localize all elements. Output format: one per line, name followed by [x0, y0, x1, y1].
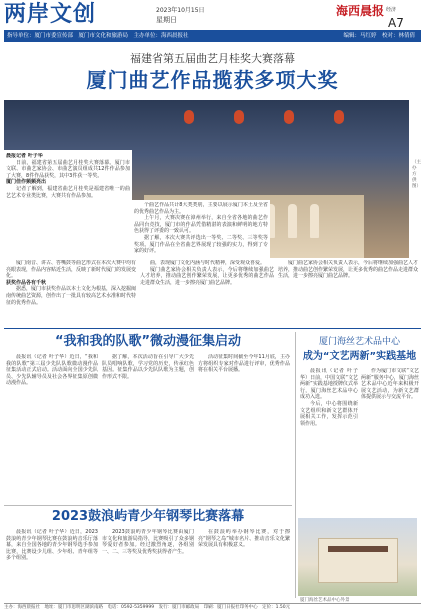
- paragraph: 厦门南音、讲古、答嘴鼓等曲艺形式在本次大赛中均有亮眼表现，作品内容贴近生活，反映了新时代厦门的发展变化。: [6, 260, 136, 280]
- story3-column-3: [198, 529, 290, 599]
- paragraph: 记者了解到，福建省曲艺月桂奖是福建省唯一的曲艺艺术专业类比赛，大赛共有作品参加。: [6, 185, 130, 199]
- story2-column-2: [102, 354, 194, 502]
- paragraph: 晨报讯（记者 叶子华）日前，中国文联“文艺两新”实践基地授牌仪式举行，厦门海丝艺术品中心成功入选。: [300, 368, 358, 401]
- paragraph: 据了解，本次大赛共评选出一等奖、二等奖、三等奖等奖项。厦门作品在全省曲艺界展现了较强的实力，得到了专家的好评。: [134, 234, 268, 255]
- section-title: 两岸文创: [4, 2, 97, 27]
- story4-column-1: [300, 368, 358, 516]
- main-story-column-4: [140, 260, 274, 324]
- paragraph: 曲，表现厦门文化内涵与时代精神，深受观众喜爱。: [150, 260, 266, 266]
- issue-date: 2023年10月15日: [156, 7, 205, 14]
- paragraph: 上午月，大赛决赛在漳州举行，来自全省各地的曲艺作品同台竞技，厦门市的作品凭借精湛的表演和鲜明的地方特色获得了评委的一致认可。: [134, 215, 268, 235]
- page-label: 经济: [386, 7, 397, 13]
- building-roof: [328, 546, 388, 552]
- building-photo: [298, 518, 417, 596]
- main-story-headline: 厦门曲艺作品揽获多项大奖: [86, 68, 339, 92]
- paragraph: 据悉，厦门市获奖作品以本土文化为根基，深入挖掘闽南传统曲艺资源，创作出了一批具有较高艺术水准和时代特征的优秀作品。: [6, 286, 136, 306]
- story3-headline: 2023鼓浪屿青少年钢琴比赛落幕: [51, 509, 245, 524]
- issue-weekday: 星期日: [156, 16, 177, 24]
- story4-headline: 成为“文艺两新”实践基地: [302, 351, 417, 362]
- paragraph: 厦门曲艺家协会相关负责人表示，今后将继续加强曲艺人才培养，推动曲艺创作繁荣发展，让更多优秀的曲艺作品走进群众生活，进一步擦亮厦门曲艺品牌。: [278, 260, 418, 280]
- building-photo-caption: 厦门海丝艺术品中心外景: [300, 598, 350, 603]
- paragraph: 晨报讯（记者 叶子华）近日，“我和我的队歌”第三届少先队队歌微动漫作品征集活动正式启动。活动面向全国少先队员、少先队辅导员及社会各界征集原创微动漫作品。: [6, 354, 98, 387]
- paragraph: 今后，中心将围绕新文艺组织和新文艺群体开展相关工作，发挥示范引领作用。: [300, 400, 358, 427]
- column-divider: [295, 332, 296, 598]
- paragraph: 活动征集时间截至今年11月底，主办方将组织专家对作品进行评审，优秀作品将在相关平台展播。: [198, 354, 290, 374]
- story-divider: [4, 505, 292, 506]
- organizer-text: 指导单位：厦门市委宣传部 厦门市文化和旅游局 主办单位：海西晨报社: [7, 33, 189, 39]
- story4-column-2: [361, 368, 419, 516]
- editor-credits: 编辑：马红婷 校对：林倩倩: [343, 33, 415, 39]
- performer-figure: [310, 204, 319, 238]
- main-story-kicker: 福建省第五届曲艺月桂奖大赛落幕: [130, 52, 295, 65]
- paragraph: 作为厦门市文联“文艺两新”服务中心，厦门海丝艺术品中心近年来积极开展文艺活动，为新文艺群体提供展示与交流平台。: [361, 368, 419, 401]
- paragraph: 在鼓浪屿举办钢琴比赛，对于擦亮“钢琴之岛”城市名片、推动音乐文化繁荣发展具有积极意义。: [198, 529, 290, 549]
- story2-headline: “我和我的队歌”微动漫征集启动: [54, 334, 242, 349]
- lantern-shape: [184, 110, 194, 124]
- paragraph: 据了解，本次活动旨在引导广大少先队员唱响队歌，学习党的历史，传承红色基因。征集作品以少先队队歌为主题，创作形式不限。: [102, 354, 194, 380]
- subheading: 厦门佳作频频亮出: [6, 179, 47, 186]
- paragraph: 晨报讯（记者 叶子华）近日，2023鼓浪屿青少年钢琴比赛在鼓浪屿音乐厅落幕，来自全国各地的青少年钢琴选手参加比赛，比赛设少儿组、少年组、青年组等多个组别。: [6, 529, 98, 562]
- performer-figure: [288, 204, 297, 238]
- main-story-column-5: [278, 260, 418, 324]
- story2-column-3: [198, 354, 290, 502]
- subheading: 获奖作品各有千秋: [6, 279, 47, 286]
- paragraph: 2023鼓浪屿青少年钢琴比赛由厦门市文化和旅游局指导，比赛吸引了众多钢琴爱好者参加。经过激烈角逐，各组别一、二、三等奖及优秀奖获得者产生。: [102, 529, 194, 555]
- main-story-column-3: [6, 260, 136, 324]
- building-facade: [318, 538, 398, 583]
- section-divider: [4, 328, 421, 329]
- newspaper-logo: 海西晨报: [336, 4, 385, 18]
- lantern-shape: [234, 110, 244, 124]
- story2-column-1: [6, 354, 98, 502]
- page-number: A7: [388, 16, 404, 30]
- paragraph: 个曲艺作品共计8大类类别，主要以展示厦门本土及全省的优秀曲艺作品为主。: [134, 202, 268, 215]
- paragraph: 厦门曲艺家协会相关负责人表示，今后将继续加强曲艺人才培养，推动曲艺创作繁荣发展，让更多优秀的曲艺作品走进群众生活，进一步擦亮厦门曲艺品牌。: [140, 266, 274, 286]
- photo-credit: （主办方供图）: [412, 160, 421, 189]
- main-story-column-1: [6, 153, 130, 258]
- masthead-info-bar: [4, 30, 421, 42]
- main-story-column-2: [134, 202, 268, 258]
- page-footer: 主办：海西晨报社 地址：厦门市思明区湖滨南路 电话：0592-5359999 发行：厦门市邮政局 印刷：厦门日报社印务中心 定价：1.50元: [4, 603, 421, 611]
- lantern-shape: [284, 110, 294, 124]
- lantern-shape: [334, 110, 344, 124]
- story4-kicker: 厦门海丝艺术品中心: [318, 337, 400, 347]
- story3-column-1: [6, 529, 98, 599]
- masthead: [0, 0, 425, 46]
- byline: 晨报记者 叶子华: [6, 153, 43, 159]
- paragraph: 日前，福建省第五届曲艺月桂奖大赛落幕。厦门市文联、市曲艺家协会、市曲艺演员组成共12件作品参加了大赛，8件作品获奖，其中3件获一等奖。: [6, 159, 130, 179]
- story3-column-2: [102, 529, 194, 599]
